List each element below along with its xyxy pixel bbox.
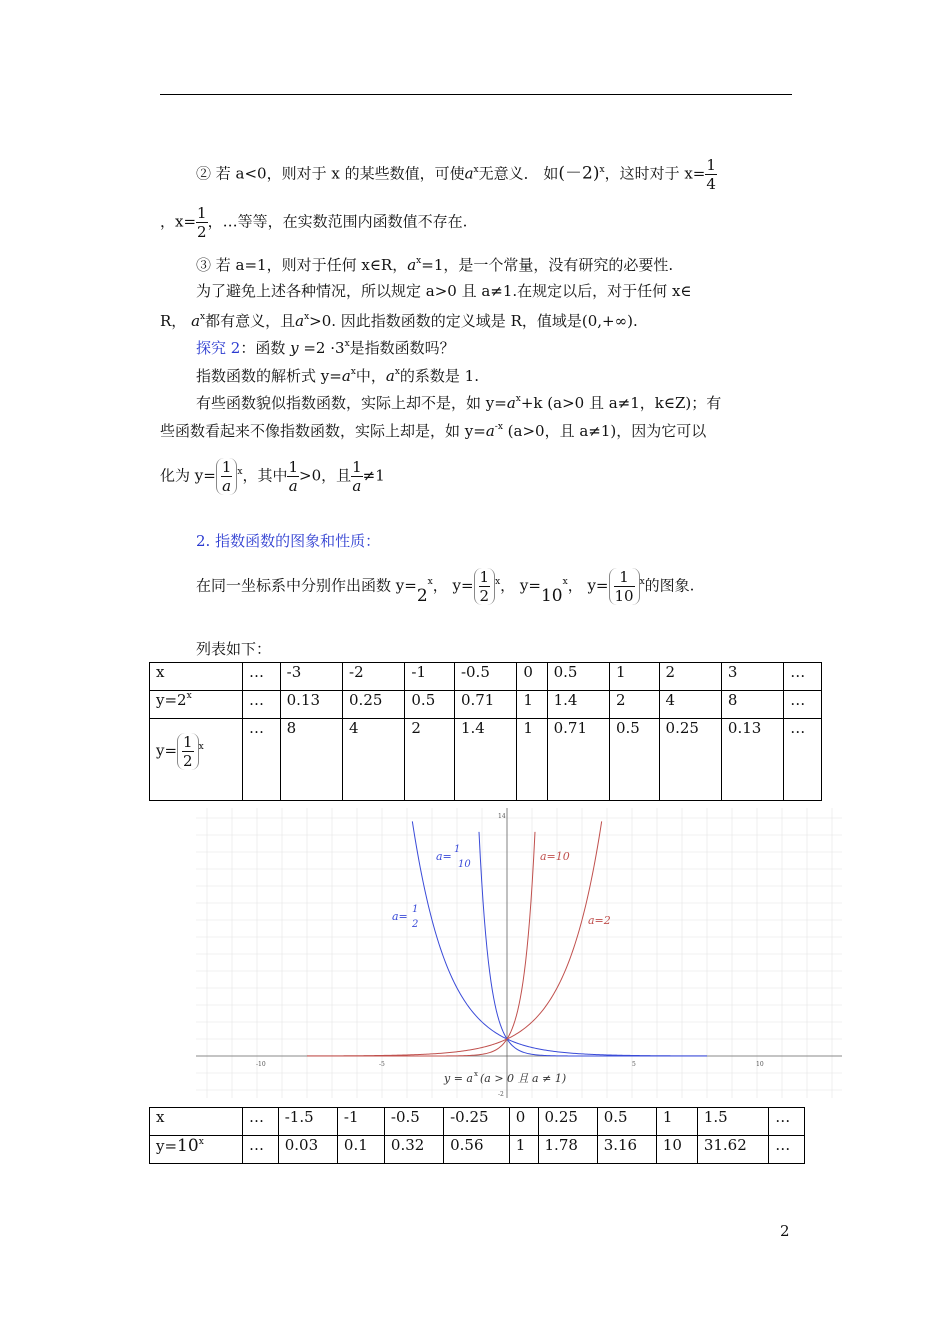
list-label: 列表如下： [196,640,272,658]
label-a-tenth-num: 1 [454,844,461,855]
label-a-2: a=2 [588,914,611,927]
table-base10 [149,1107,805,1164]
table-row: $y=10^x$ … 0.03 0.1 0.32 0.56 1 1.78 3.16 10 31.62 … [150,1136,805,1164]
curve-a-tenth [479,832,707,1056]
x-tick-label: 5 [632,1061,636,1068]
table-row: $y=2^x$ … 0.13 0.25 0.5 0.71 1 1.4 2 4 8 … [150,691,822,719]
label-a-half-den: 2 [412,919,419,930]
y-tick-label: -2 [498,1091,504,1098]
graph-caption-x: x [474,1070,478,1078]
graph-grid [196,808,842,1098]
table-row: x … -1.5 -1 -0.5 -0.25 0 0.25 0.5 1 1.5 … [150,1108,805,1136]
para-plot-functions: 在同一坐标系中分别作出函数 $y=2^x$， y= $\frac{1}{2}$ $^x$， $y=10^x$， y= $\frac{1}{10}$ $^x$的图象. [196,568,695,606]
para-restriction: 为了避免上述各种情况，所以规定 a>0 且 a≠1.在规定以后，对于任何 x∈ [196,282,692,300]
para-case-one: ③ 若 a=1，则对于任何 x∈R，$a^x=1$，是一个常量，没有研究的必要性. [196,256,674,274]
para-case-negative-cont: ，x= $\frac{1}{2}$ ，…等等，在实数范围内函数值不存在. [160,204,468,241]
explore-2: 探究 2：函数 $y =2 \cdot 3^x$是指数函数吗？ [196,339,455,357]
label-a-half-num: 1 [412,904,419,915]
label-a-10: a=10 [540,850,570,863]
para-domain: R， $a^x$都有意义，且$a^x>0$. 因此指数函数的定义域是 R，值域是(0,+∞). [160,312,638,330]
para-case-negative: ② 若 a<0，则对于 x 的某些数值，可使$a^x$无意义． 如$(-2)^x$，这时对于 x= $\frac{1}{4}$ [196,156,716,193]
x-tick-label: -10 [256,1061,266,1068]
label-a-half: a= [392,910,408,923]
section-title-graph: 2. 指数函数的图象和性质： [196,532,381,550]
graph-caption-cond: (a > 0 且 a ≠ 1) [480,1072,567,1085]
x-tick-label: 10 [756,1061,764,1068]
table-row: y= $\frac{1}{2}$ $^x$ … 8 4 2 1.4 1 0.71 0.5 0.25 0.13 … [150,719,822,801]
para-coefficient: 指数函数的解析式 $y=a^x$中，$a^x$的系数是 1. [196,367,479,385]
graph-caption: y = a [444,1072,473,1085]
para-lookalike: 有些函数貌似指数函数，实际上却不是，如 $y=a^x+k$ (a>0 且 a≠1，k∈Z)；有 [196,394,722,412]
curve-a-10 [307,832,535,1056]
label-a-tenth: a= [436,850,452,863]
header-rule [160,94,792,95]
table-row: x … -3 -2 -1 -0.5 0 0.5 1 2 3 … [150,663,822,691]
label-a-tenth-den: 10 [458,859,471,870]
curve-labels [392,844,611,930]
para-lookalike-cont: 些函数看起来不像指数函数，实际上却是，如 $y=a^{-x}$ (a>0，且 a≠1)，因为它可以 [160,422,707,440]
para-rewrite: 化为 y= $\frac{1}{a}$ $^x$，其中 $\frac{1}{a}$ >0，且 $\frac{1}{a}$ ≠1 [160,458,385,495]
y-tick-label: 14 [498,813,506,820]
exponential-graph [196,808,842,1098]
page-number: 2 [780,1222,790,1240]
table-base2-halves [149,662,822,801]
x-tick-label: -5 [379,1061,385,1068]
